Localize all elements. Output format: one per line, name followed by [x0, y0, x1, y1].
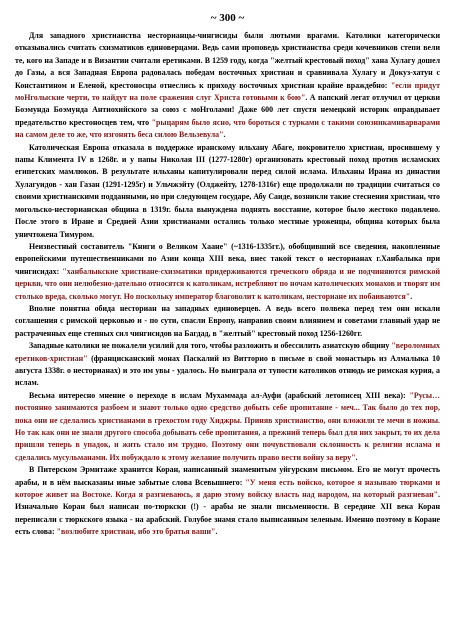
quotation: "рыцарям было ясно, что бороться с турками с такими союзникамиварварами на самом деле то же, что изгонять беса силою Вельзевула" — [15, 117, 440, 140]
quotation: "возлюбите христиан, ибо это братья ваши" — [56, 527, 216, 537]
quotation: "вероломных еретиков-христиан" — [15, 341, 440, 363]
paragraph — [15, 340, 440, 390]
text-run: Католическая Европа отказала в поддержке иранскому ильхану Абаге, покровителю христиан, просившему у папы Климента IV в 1268г. и у папы Николая III (1277-1280г) организовать крестовый поход против исламских египетских мамлюков. В результате ильханы капитулировали перед силой ислама. Ильханы Ирана из династии Хулагуидов - хан Газан (1291-1295г) и Ульчжэйту (Олджейту, 1278-1316г) еще продолжали по традиции считаться со своими христианскими подданными, но при следующем государе, Абу Саиде, возникли такие стеснения христиан, что могольско-несторианская община в 1319г. была вынуждена поднять восстание, которое было жестоко подавлено. После этого в Иране и Средней Азии христианами остались только местные уроженцы, община которых была уничтожена Тимуром. — [15, 142, 440, 239]
quotation: "если придут моНголыские черти, то найдут на поле сражения слуг Христа готовыми к бою" — [15, 80, 440, 103]
quotation: "У меня есть войско, которое я называю тюрками и которое живет на Востоке. Когда я разгневаюсь, я дарю этому войску власть над народом, на который разгневан" — [15, 477, 440, 500]
paragraph — [15, 390, 440, 464]
paragraph — [15, 241, 440, 303]
text-run: . — [223, 130, 226, 140]
paragraph — [15, 464, 440, 538]
paragraph — [15, 142, 440, 241]
text-run: . — [215, 527, 218, 537]
text-run: (францисканский монах Паскалий из Витторио в письме в свой монастырь из Алмалыка 10 августа 1338г. о несторианах) и это им увы - удалось. Но выиграла от тупости католиков отнюдь не римская курия, а ислам. — [15, 353, 440, 388]
text-run: . Изначально Коран был написан по-тюркски (!) - арабы не знали письменности. В середине XII века Коран переписали с тюркского языка - на арабский. Голубое знамя стало выписанным зеленым. Именно поэтому в Коране есть слова: — [15, 490, 440, 537]
body-text — [15, 30, 440, 539]
paragraph — [15, 30, 440, 142]
text-run: Западные католики не пожалели усилий для того, чтобы разложить и обессилить азиатскую общину — [29, 341, 392, 351]
text-run: . — [355, 452, 358, 462]
text-run: Для западного христианства несторианцы-чингисиды были лютыми врагами. Католики категорически отказывались считать схизматиков единоверцами. Ведь сами проповедь христианства среди кочевников степи вели те, кого на Западе и в Византии считали еретиками. В 1259 году, когда "желтый крестовый поход" хана Хулагу дошел до Газы, а вся Западная Европа радовалась победам восточных христиан и сравнивала Хулагу и Докуз-хатун с Константином и Еленой, крестоносцы отнеслись к приходу восточных христиан крайне враждебно: — [15, 31, 440, 90]
quotation: "Русы… постоянно занимаются разбоем и знают только одно средство добыть себе пропитание - меч... Так было до тех пор, пока они не сделались христианами в грехостом году Хиджры. Приняв христианство, они вложили те мечи в ножны. Но так как они не знали другого способа добывать себе пропитания, а прежний теперь был для них закрыт, то их дела пришли теперь в упадок, и жить стало им трудно. Поэтому они почувствовали склонность к религии ислама и сделались мусульманами. Их побуждало к этому желание получить право вести войну за веру" — [15, 390, 440, 462]
text-run: . А папский легат отлучил от церкви Боэмунда Боэмунда Антиохийского за союз с моНголами! Даже 600 лет спустя немецкий историк оправдывает предательство крестоносцев тем, что — [15, 93, 440, 127]
text-run: Вполне понятна обида несториан на западных единоверцев. А ведь всего полвека перед тем они искали соглашения с римской церковью и - по сути, спасли Европу, направив своим влиянием и советами главный удар не растраченных еще степных сил чингисидов на Багдад, в "желтый" крестовый поход 1256-1260гг. — [15, 303, 440, 338]
text-run: . — [410, 291, 413, 301]
text-run: Весьма интересно мнение о переходе в ислам Мухаммада ал-Ауфи (арабский летописец XIII века): — [29, 390, 410, 400]
page-number: ~ 300 ~ — [210, 12, 245, 24]
quotation: "ханбалыкские христиане-схизматики придерживаются греческого обряда и не подчиняются римской церкви, что они нелюбезно-дательно относятся к католикам, истребляют по ночам католических монахов и творят им столько вреда, сколько могут. Но поскольку император благоволит к католикам, несториане их побаиваются" — [15, 266, 440, 301]
text-run: Неизвестный составитель "Книги о Великом Хаане" (~1316-1335гг.), обобщивший все сведения, накопленные европейскими путешественниками по Азии конца XIII века, внес такой текст о несторианах г.Ханбалыка при чингисидах: — [15, 241, 440, 276]
paragraph — [15, 303, 440, 340]
text-run: В Питерском Эрмитаже хранится Коран, написанный знаменитым уйгурским письмом. Его не могут прочесть арабы, и в нём высказаны иные забытые слова Всевышнего: — [15, 465, 440, 487]
